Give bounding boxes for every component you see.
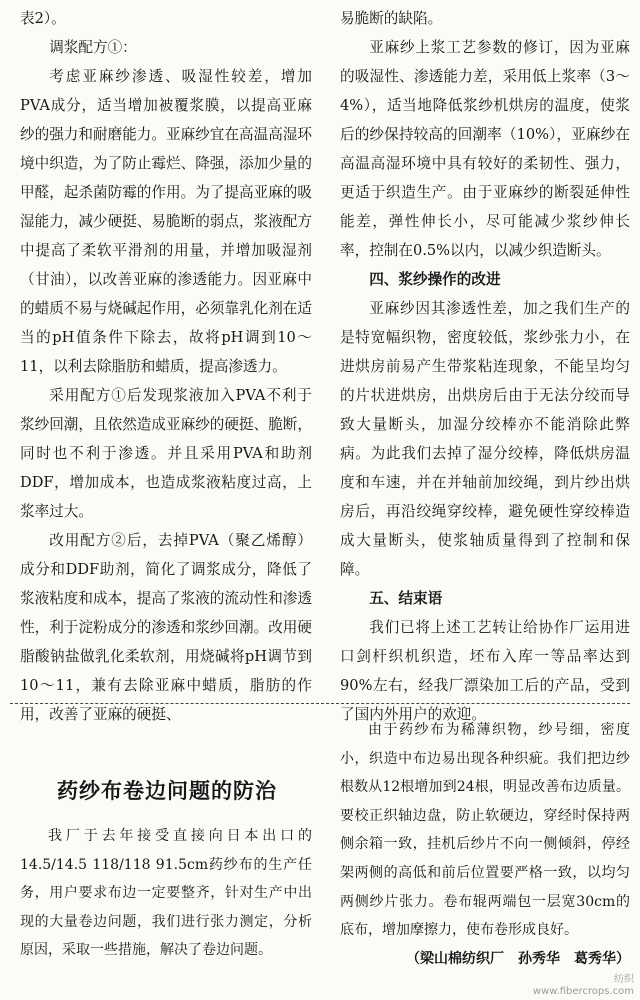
paragraph: 我们已将上述工艺转让给协作厂运用进口剑杆织机织造，坯布入库一等品率达到90%左右，经我厂漂染加工后的产品，受到了国内外用户的欢迎。 xyxy=(340,619,630,723)
paragraph: 亚麻纱因其渗透性差，加之我们生产的是特宽幅织物，密度较低，浆纱张力小，在进烘房前易产生带浆粘连现象，不能呈均匀的片状进烘房，出烘房后由于无法分绞而导致大量断头，加湿分绞棒亦不能消除此弊病。为此我们去掉了湿分绞棒，降低烘房温度和车速，并在并轴前加绞绳，到片纱出烘房后，再沿绞绳穿绞棒，避免硬性穿绞棒造成大量断头，使浆轴质量得到了控制和保障。 xyxy=(340,300,630,578)
paragraph: 我厂于去年接受直接向日本出口的14.5/14.5 118/118 91.5cm药纱布的生产任务，用户要求布边一定要整齐，针对生产中出现的大量卷边问题，我们进行张力测定，分析原因，采取一些措施，解决了卷边问题。 xyxy=(20,828,312,958)
recipe-1-heading: 调浆配方①： xyxy=(49,39,137,56)
paragraph: 采用配方①后发现浆液加入PVA不利于浆纱回潮，且依然造成亚麻纱的硬挺、脆断，同时也不利于渗透。并且采用PVA和助剂DDF，增加成本，也造成浆液粘度过高，上浆率过大。 xyxy=(20,387,312,520)
top-right-column xyxy=(340,4,630,729)
paragraph: 改用配方②后，去掉PVA（聚乙烯醇）成分和DDF助剂，简化了调浆成分，降低了浆液粘度和成本，提高了浆液的流动性和渗透性，利于淀粉成分的渗透和浆纱回潮。改用硬脂酸钠盐做乳化柔软剂，用烧碱将pH调节到10～11，兼有去除亚麻中蜡质，脂肪的作用，改善了亚麻的硬挺、 xyxy=(20,532,312,723)
paragraph-continuation: 易脆断的缺陷。 xyxy=(340,10,443,27)
top-left-column xyxy=(20,4,312,729)
article-divider xyxy=(10,703,630,704)
section-heading-4: 四、浆纱操作的改进 xyxy=(369,271,501,288)
paragraph: 亚麻纱上浆工艺参数的修订，因为亚麻的吸湿性、渗透能力差，采用低上浆率（3～4%），适当地降低浆纱机烘房的温度，使浆后的纱保持较高的回潮率（10%），亚麻纱在高温高湿环境中具有较好的柔韧性、强力，更适于织造生产。由于亚麻纱的断裂延伸性能差，弹性伸长小，尽可能减少浆纱伸长率，控制在0.5%以内，以减少织造断头。 xyxy=(340,39,630,259)
author-byline: （梁山棉纺织厂 孙秀华 葛秀华） xyxy=(406,950,630,967)
watermark-url: www.fibercrops.com xyxy=(532,986,634,997)
bottom-right-column xyxy=(340,716,630,973)
paragraph: 由于药纱布为稀薄织物，纱号细，密度小，织造中布边易出现各种织疵。我们把边纱根数从12根增加到24根，明显改善布边质量。要校正织轴边盘，防止软硬边，穿经时保持两侧余箱一致，挂机后纱片不向一侧倾斜，停经架两侧的高低和前后位置要严格一致，以均匀两侧纱片张力。卷布辊两端包一层宽30cm的底布，增加摩擦力，使布卷形成良好。 xyxy=(340,722,630,939)
paragraph: 考虑亚麻纱渗透、吸湿性较差，增加PVA成分，适当增加被覆浆膜，以提高亚麻纱的强力和耐磨能力。亚麻纱宜在高温高湿环境中织造，为了防止霉烂、降强，添加少量的甲醛，起杀菌防霉的作用。为了提高亚麻的吸湿能力，减少硬挺、易脆断的弱点，浆液配方中提高了柔软平滑剂的用量，并增加吸湿剂（甘油），以改善亚麻的渗透能力。因亚麻中的蜡质不易与烧碱起作用，必须靠乳化剂在适当的pH值条件下除去，故将pH调到10～11，以利去除脂肪和蜡质，提高渗透力。 xyxy=(20,68,312,375)
watermark-line: 纺织 xyxy=(614,974,634,985)
article-title: 药纱布卷边问题的防治 xyxy=(57,778,277,803)
section-heading-5: 五、结束语 xyxy=(369,590,443,607)
table-reference-fragment: 表2）。 xyxy=(20,10,66,27)
bottom-left-column xyxy=(20,822,312,965)
watermark xyxy=(533,974,634,998)
